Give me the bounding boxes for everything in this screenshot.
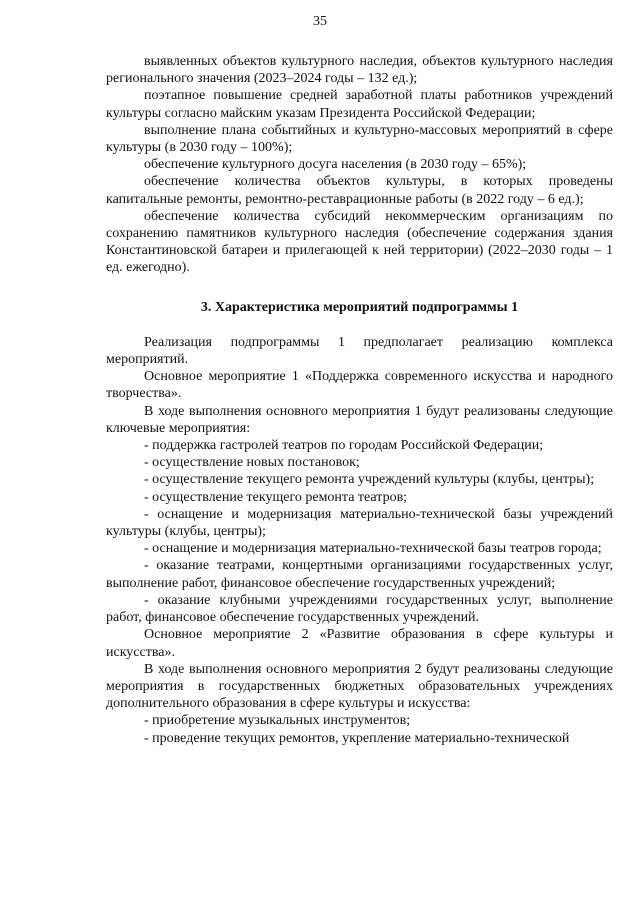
paragraph-activity-2-intro: В ходе выполнения основного мероприятия 2 будут реализованы следующие мероприятия в государственных бюджетных образовательных учреждениях дополнительного образования в сфере культуры и искусства:: [106, 661, 613, 712]
list-item: - поддержка гастролей театров по городам Российской Федерации;: [144, 438, 544, 454]
paragraph-events-plan: выполнение плана событийных и культурно-массовых мероприятий в сфере культуры (в 2030 году – 100%);: [106, 122, 613, 156]
paragraph-salary-increase: поэтапное повышение средней заработной платы работников учреждений культуры согласно майским указам Президента Российской Федерации;: [106, 88, 613, 121]
paragraph-main-activity-2: Основное мероприятие 2 «Развитие образования в сфере культуры и искусства».: [106, 627, 613, 660]
section-heading: 3. Характеристика мероприятий подпрограммы 1: [200, 299, 519, 315]
list-item: - оснащение и модернизация материально-технической базы театров города;: [144, 541, 602, 557]
paragraph-heritage-objects: выявленных объектов культурного наследия, объектов культурного наследия регионального значения (2023–2024 годы – 132 ед.);: [106, 54, 613, 87]
paragraph-activity-1-intro: В ходе выполнения основного мероприятия 1 будут реализованы следующие ключевые мероприятия:: [106, 403, 613, 436]
list-item: - осуществление текущего ремонта учреждений культуры (клубы, центры);: [144, 472, 595, 488]
paragraph-main-activity-1: Основное мероприятие 1 «Поддержка современного искусства и народного творчества».: [106, 369, 613, 402]
document-body: [106, 53, 613, 747]
paragraph-implementation: Реализация подпрограммы 1 предполагает реализацию комплекса мероприятий.: [106, 334, 613, 368]
list-item: - приобретение музыкальных инструментов;: [144, 713, 411, 729]
list-item: - осуществление новых постановок;: [144, 455, 360, 471]
list-item: - осуществление текущего ремонта театров;: [144, 489, 408, 505]
list-item: - проведение текущих ремонтов, укрепление материально-технической: [144, 730, 570, 746]
paragraph-subsidies: обеспечение количества субсидий некоммерческим организациям по сохранению памятников культурного наследия (обеспечение содержания здания Константиновской батареи и прилегающей к ней территории) (2022–2030 годы – 1 ед. ежегодно).: [106, 208, 613, 276]
list-item: - оказание клубными учреждениями государственных услуг, выполнение работ, финансовое обеспечение государственных учреждений.: [106, 592, 613, 626]
paragraph-capital-repairs: обеспечение количества объектов культуры, в которых проведены капитальные ремонты, ремонтно-реставрационные работы (в 2022 году – 6 ед.);: [106, 174, 613, 207]
list-item: - оснащение и модернизация материально-технической базы учреждений культуры (клубы, центры);: [106, 506, 613, 540]
page-number: 35: [313, 14, 327, 29]
paragraph-cultural-leisure: обеспечение культурного досуга населения (в 2030 году – 65%);: [144, 157, 527, 173]
list-item: - оказание театрами, концертными организациями государственных услуг, выполнение работ, финансовое обеспечение государственных учреждений;: [106, 558, 613, 591]
